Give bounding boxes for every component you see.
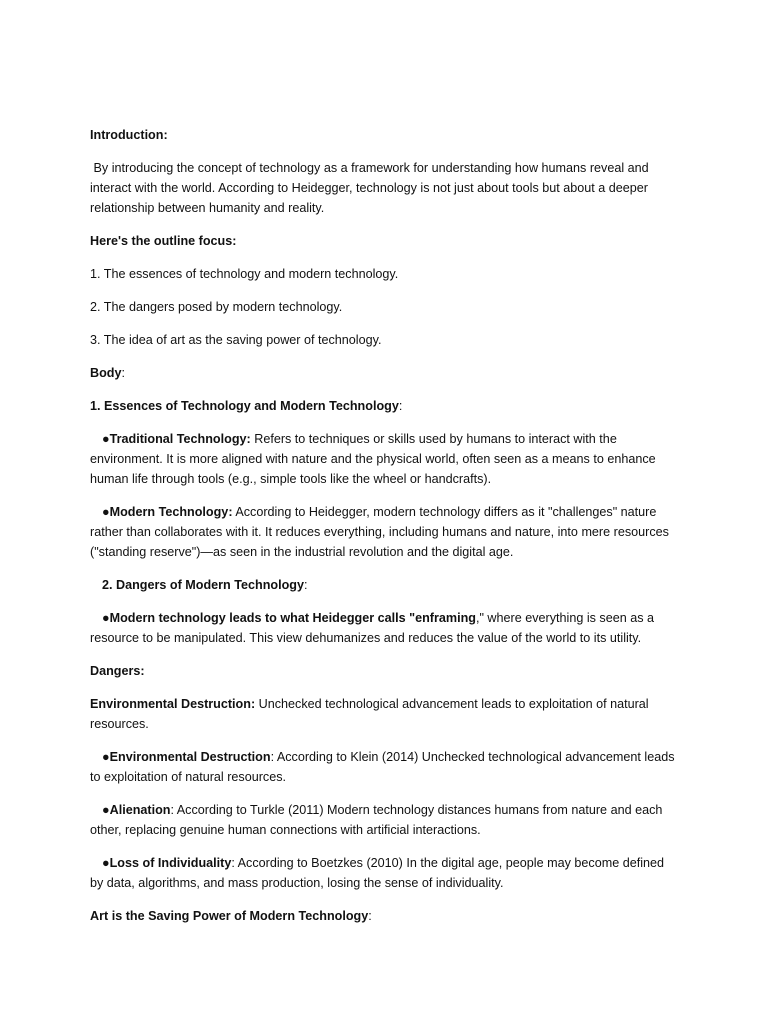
section2-heading: 2. Dangers of Modern Technology: bbox=[102, 578, 308, 592]
dangers-lead: Environmental Destruction: Unchecked technological advancement leads to exploitation of natural resources. bbox=[90, 697, 649, 731]
bullet-loss-of-individuality: ●Loss of Individuality: According to Boetzkes (2010) In the digital age, people may become defined by data, algorithms, and mass production, losing the sense of individuality. bbox=[90, 856, 665, 890]
outline-item: 1. The essences of technology and modern technology. bbox=[90, 267, 399, 281]
outline-item: 3. The idea of art as the saving power of technology. bbox=[90, 333, 382, 347]
intro-heading: Introduction: bbox=[90, 128, 168, 142]
bullet-mark: ● bbox=[102, 611, 110, 625]
bullet-environmental-destruction: ●Environmental Destruction: According to Klein (2014) Unchecked technological advancement leads to exploitation of natural resources. bbox=[90, 750, 675, 784]
dangers-heading: Dangers: bbox=[90, 664, 145, 678]
outline-heading: Here's the outline focus: bbox=[90, 234, 237, 248]
bullet-modern-technology: ●Modern Technology: According to Heidegger, modern technology differs as it "challenges" nature rather than collaborates with it. It reduces everything, including humans and nature, into mere resources ("standing reserve")—as seen in the industrial revolution and the digital age. bbox=[90, 505, 669, 559]
intro-paragraph: By introducing the concept of technology as a framework for understanding how humans reveal and interact with the world. According to Heidegger, technology is not just about tools but about a deeper relationship between humanity and reality. bbox=[90, 161, 653, 215]
bullet-mark: ● bbox=[102, 803, 110, 817]
bullet-traditional-technology: ●Traditional Technology: Refers to techniques or skills used by humans to interact with the environment. It is more aligned with nature and the physical world, often seen as a means to enhance human life through tools (e.g., simple tools like the wheel or handcrafts). bbox=[90, 432, 656, 486]
art-heading: Art is the Saving Power of Modern Technology: bbox=[90, 909, 372, 923]
bullet-enframing: ●Modern technology leads to what Heidegger calls "enframing," where everything is seen as a resource to be manipulated. This view dehumanizes and reduces the value of the world to its utility. bbox=[90, 611, 655, 645]
bullet-alienation: ●Alienation: According to Turkle (2011) Modern technology distances humans from nature and each other, replacing genuine human connections with artificial interactions. bbox=[90, 803, 663, 837]
bullet-mark: ● bbox=[102, 432, 110, 446]
bullet-mark: ● bbox=[102, 505, 110, 519]
section1-heading: 1. Essences of Technology and Modern Technology: bbox=[90, 399, 403, 413]
body-heading: Body: bbox=[90, 366, 125, 380]
document-body bbox=[90, 125, 675, 939]
bullet-mark: ● bbox=[102, 750, 110, 764]
outline-item: 2. The dangers posed by modern technology. bbox=[90, 300, 343, 314]
bullet-mark: ● bbox=[102, 856, 110, 870]
